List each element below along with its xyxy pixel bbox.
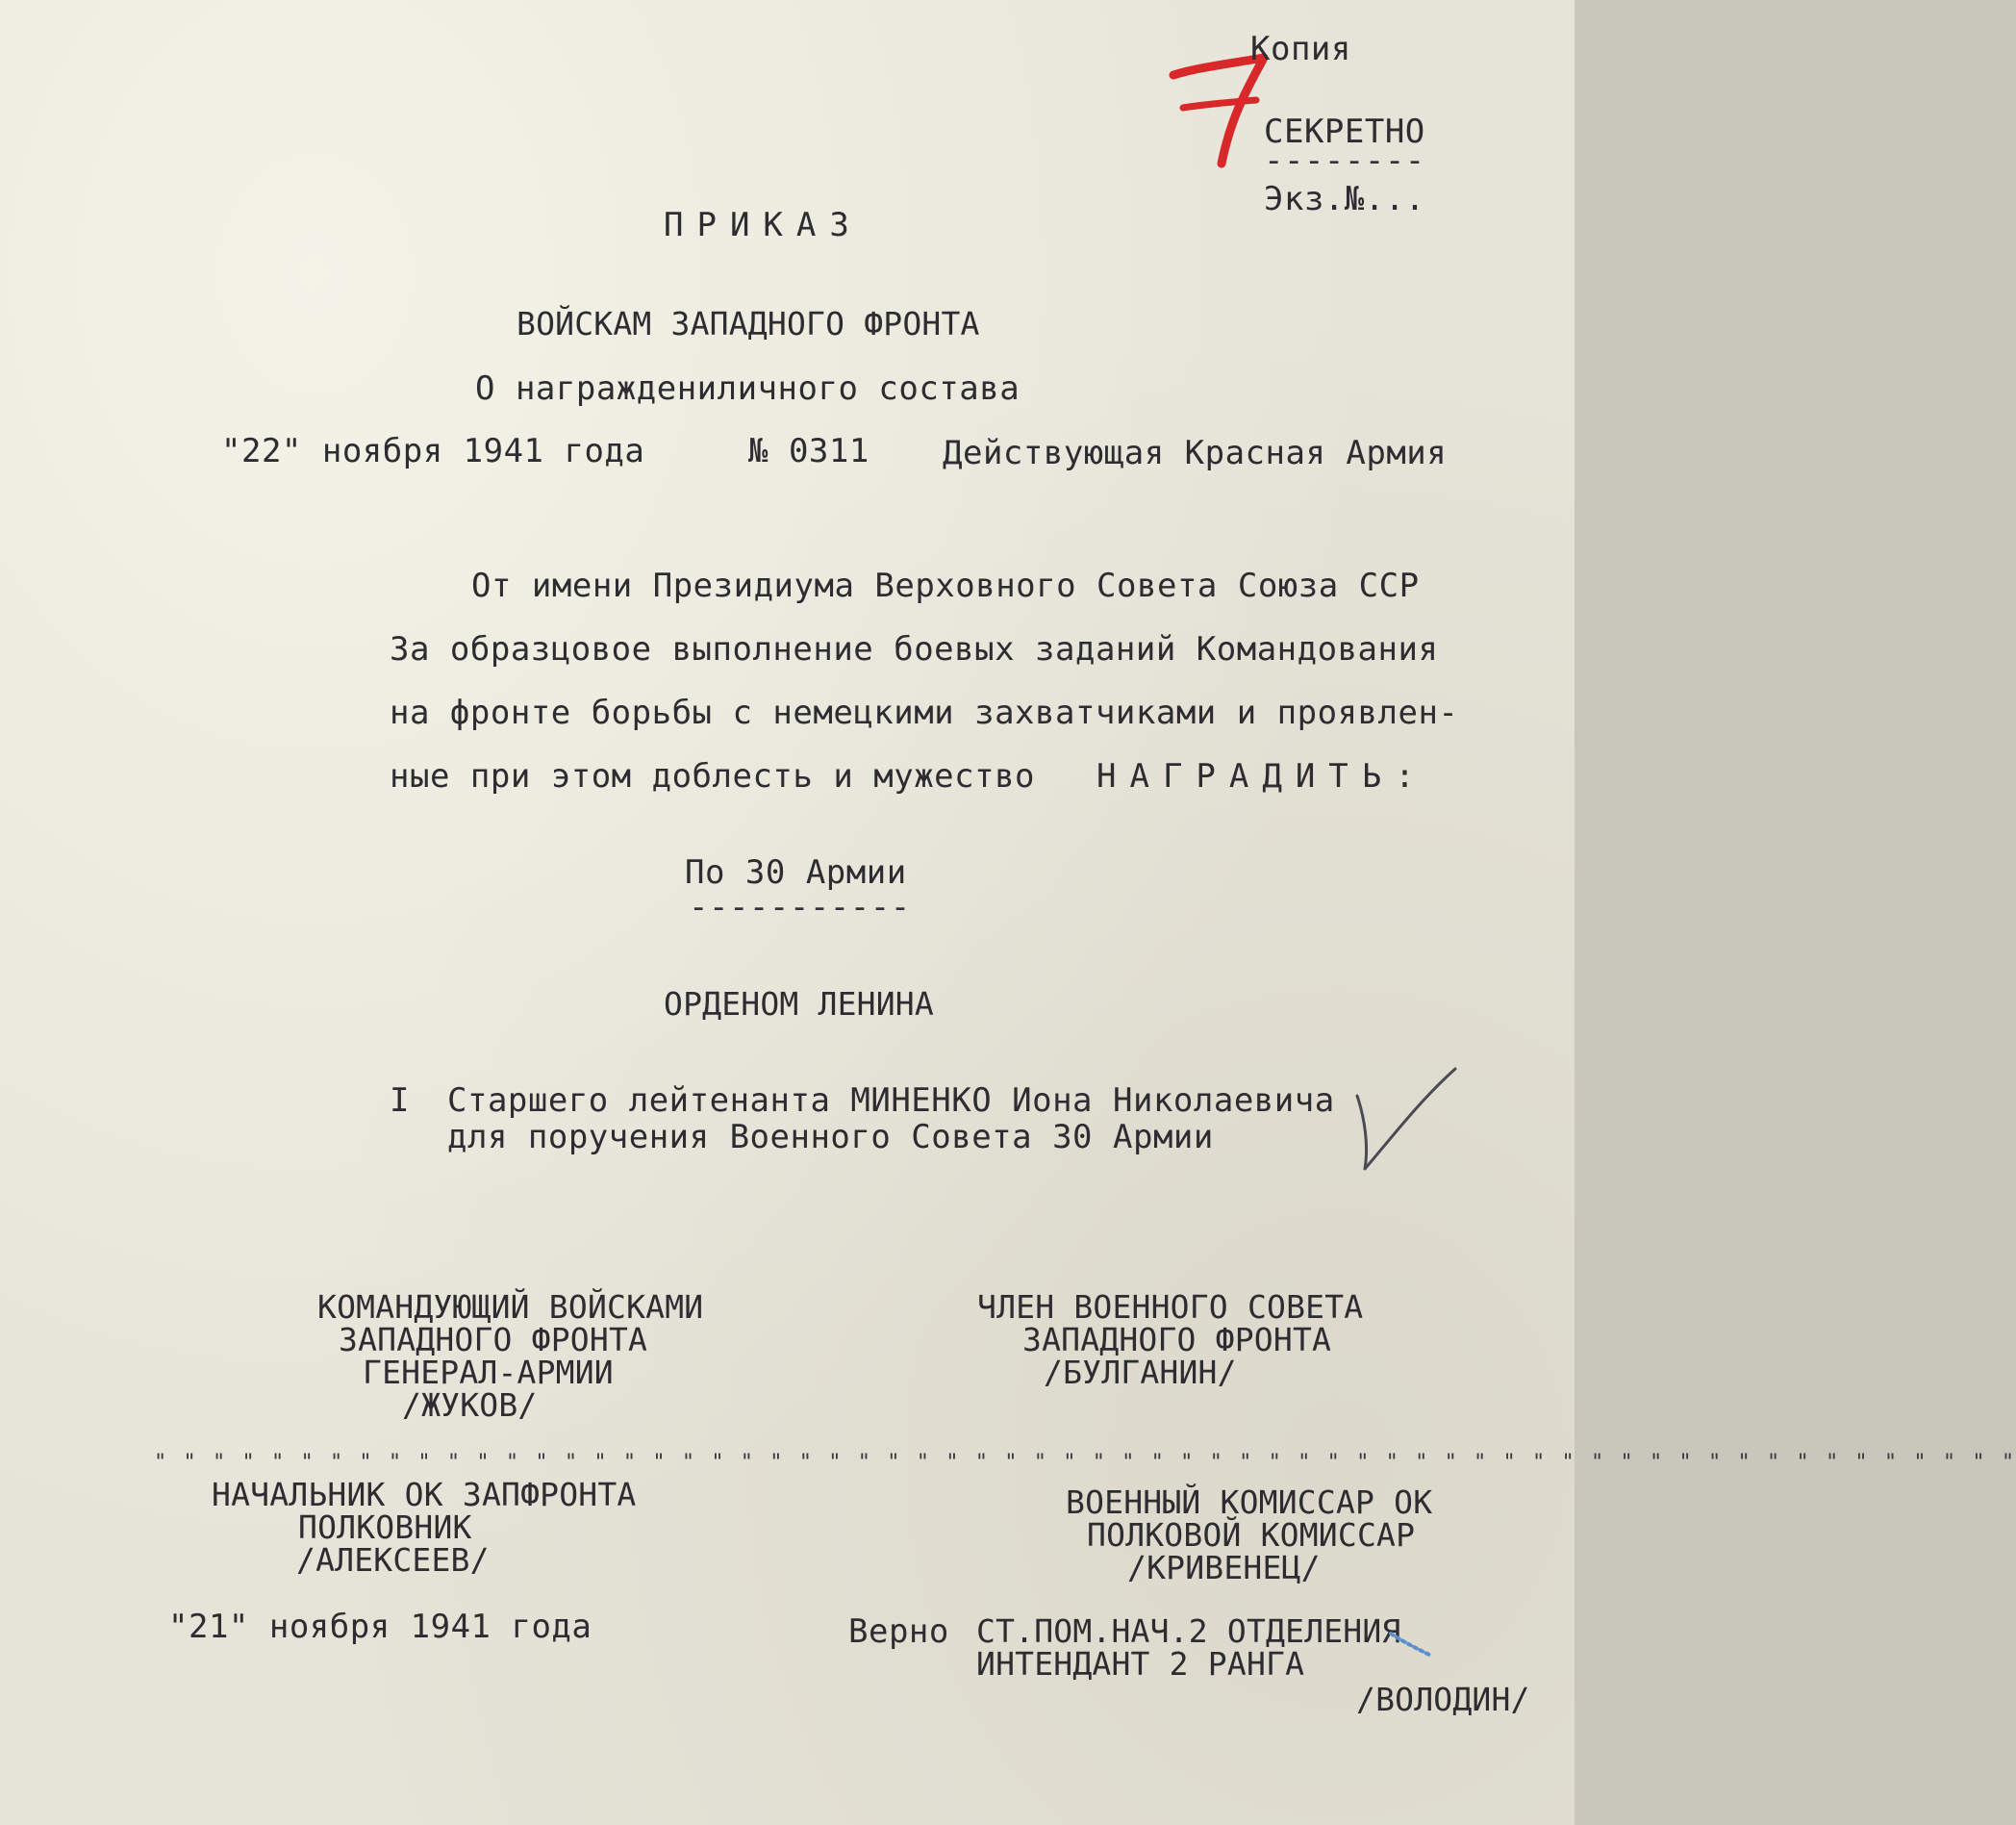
signature-ok-commissar-line: ВОЕННЫЙ КОМИССАР ОК [1066,1483,1433,1521]
body-line: За образцовое выполнение боевых заданий Командования [390,630,1439,669]
section-title: По 30 Армии [685,853,907,892]
signature-ok-chief-line: НАЧАЛЬНИК ОК ЗАПФРОНТА [212,1476,637,1513]
copy-label: Копия [1250,30,1351,68]
signature-council-line: ЗАПАДНОГО ФРОНТА [1022,1321,1332,1358]
signature-commander-name: /ЖУКОВ/ [402,1386,538,1424]
order-place: Действующая Красная Армия [943,434,1448,472]
section-underline: ----------- [689,888,911,926]
bottom-date: "21" ноября 1941 года [168,1608,592,1646]
document-title: ПРИКАЗ [664,206,863,244]
verifier-name: /ВОЛОДИН/ [1356,1681,1530,1718]
awardee-line: Старшего лейтенанта МИНЕНКО Иона Николаевича [447,1081,1335,1120]
secret-underline: -------- [1264,141,1425,180]
document-subject: О награждениличного состава [475,369,1021,408]
signature-commander-line: ЗАПАДНОГО ФРОНТА [339,1321,648,1358]
blue-ink-mark [1385,1624,1443,1662]
order-number: № 0311 [748,432,869,470]
signature-ok-chief-line: ПОЛКОВНИК [298,1508,472,1546]
signature-commander-line: ГЕНЕРАЛ-АРМИИ [363,1354,614,1391]
signature-council-name: /БУЛГАНИН/ [1044,1354,1237,1391]
verified-label: Верно [848,1612,949,1651]
copy-number: Экз.№... [1264,180,1425,218]
signature-ok-commissar-line: ПОЛКОВОЙ КОМИССАР [1087,1516,1416,1554]
order-name: ОРДЕНОМ ЛЕНИНА [664,985,934,1023]
body-line: От имени Президиума Верховного Совета Союза ССР [471,567,1420,605]
body-line: ные при этом доблесть и мужество [390,757,1036,796]
separator-line: " " " " " " " " " " " " " " " " " " " " " " " " " " " " " " " " " " " " " " " " " " " " " " " " " " " " " " " " " " " " " " " " [154,1451,2016,1475]
verifier-line: СТ.ПОМ.НАЧ.2 ОТДЕЛЕНИЯ [976,1612,1401,1650]
signature-ok-commissar-name: /КРИВЕНЕЦ/ [1127,1549,1321,1586]
red-pencil-number [1164,48,1279,183]
verifier-line: ИНТЕНДАНТ 2 РАНГА [976,1645,1305,1683]
signature-ok-chief-name: /АЛЕКСЕЕВ/ [296,1541,490,1579]
awardee-line: для поручения Военного Совета 30 Армии [447,1118,1214,1156]
signature-council-line: ЧЛЕН ВОЕННОГО СОВЕТА [977,1288,1364,1326]
signature-commander-line: КОМАНДУЮЩИЙ ВОЙСКАМИ [317,1288,704,1326]
document-subtitle: ВОЙСКАМ ЗАПАДНОГО ФРОНТА [517,305,980,342]
pencil-check-mark [1351,1063,1467,1179]
order-date: "22" ноября 1941 года [221,432,645,470]
award-word: НАГРАДИТЬ: [1096,757,1428,796]
awardee-number: I [390,1081,410,1120]
body-line: на фронте борьбы с немецкими захватчиками и проявлен- [390,694,1459,732]
secret-label: СЕКРЕТНО [1264,113,1425,151]
